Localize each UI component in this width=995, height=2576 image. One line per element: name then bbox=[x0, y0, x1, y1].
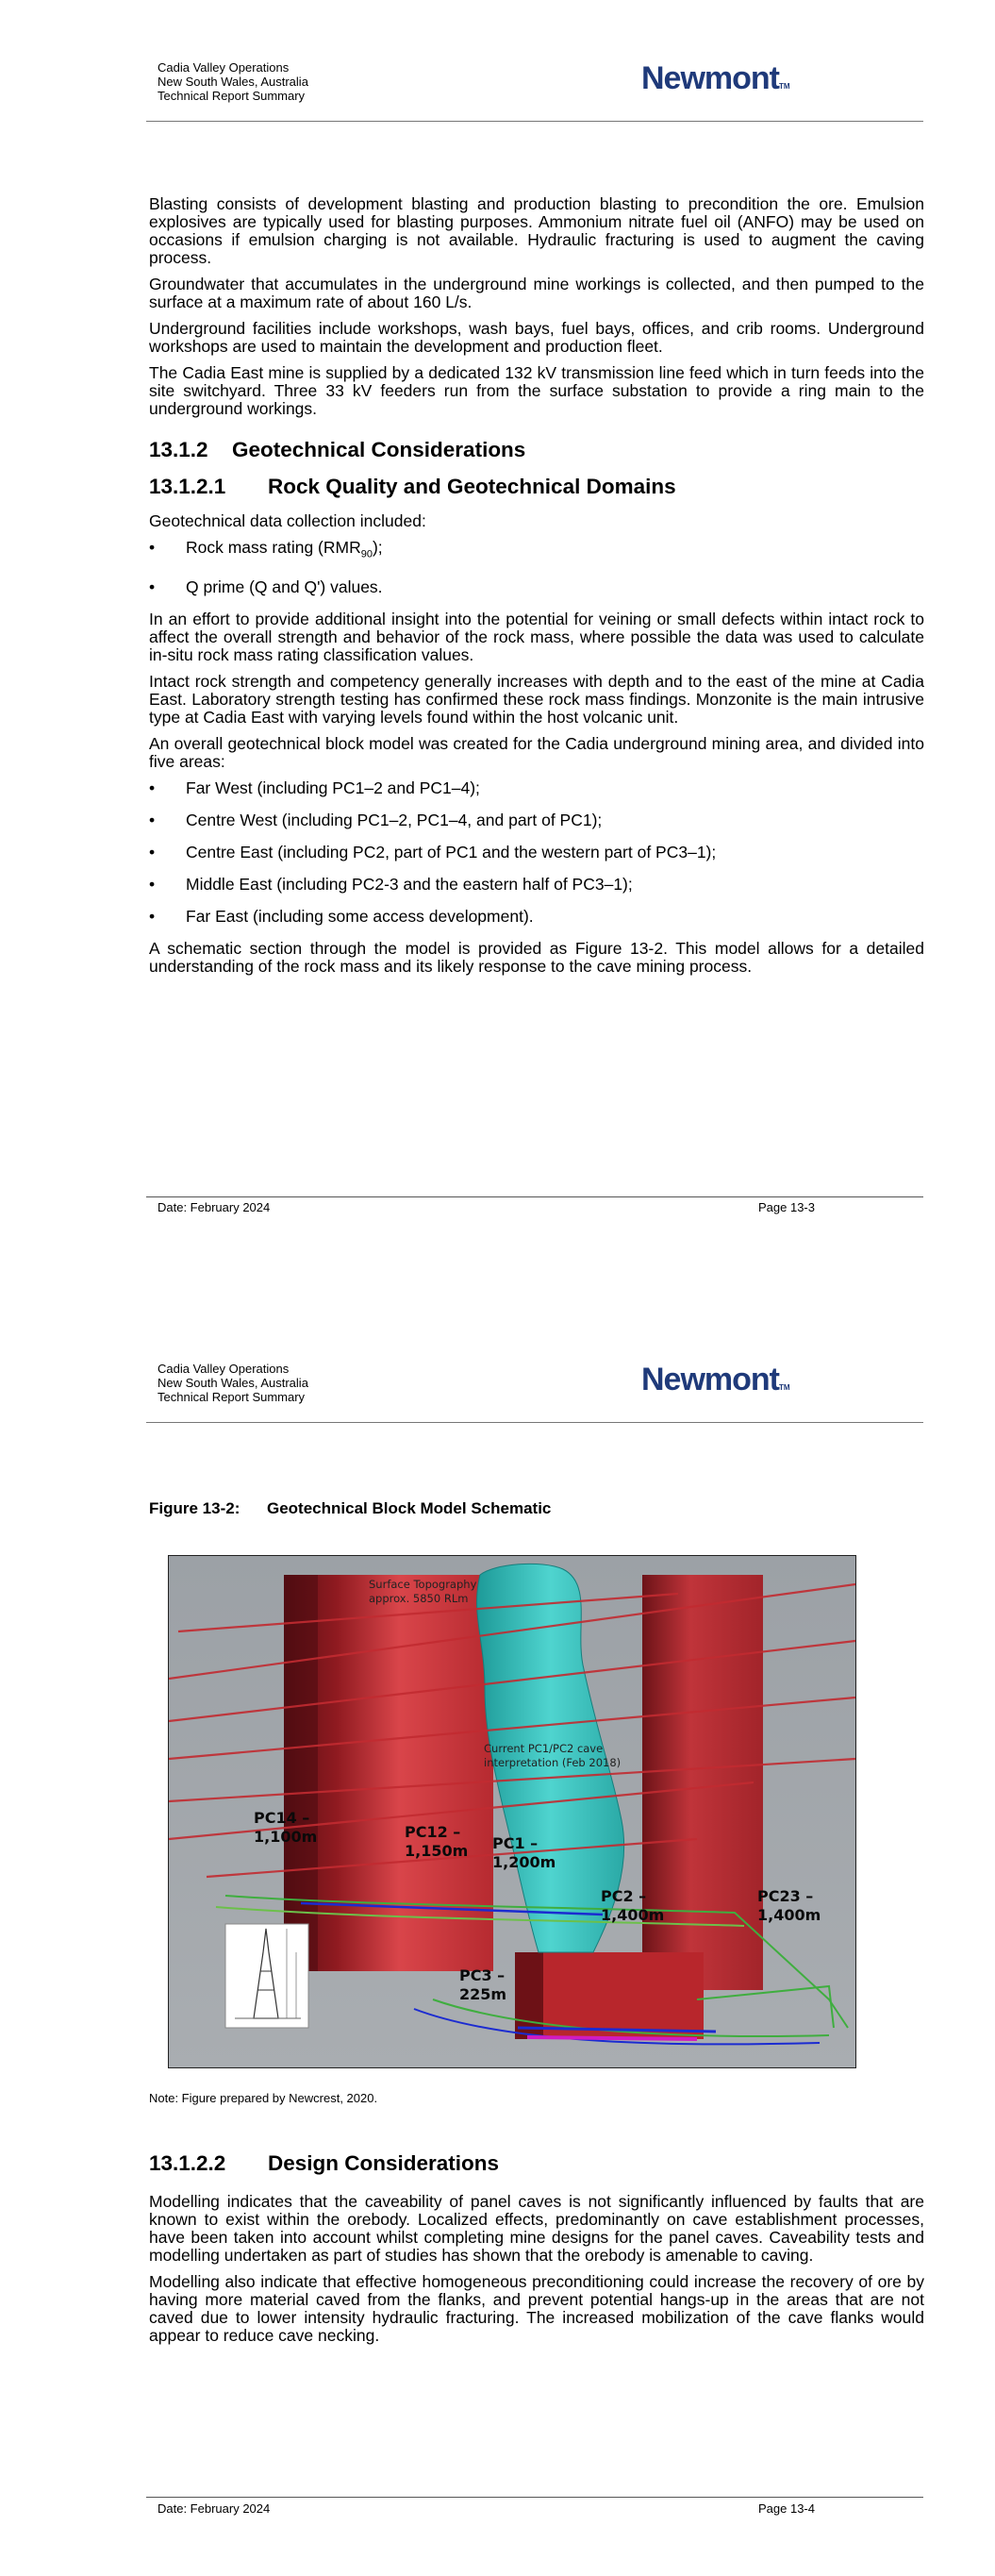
label-pc14-2: 1,100m bbox=[254, 1828, 318, 1846]
footer-date: Date: February 2024 bbox=[158, 2501, 271, 2516]
header-line-1: Cadia Valley Operations bbox=[158, 60, 290, 75]
footer-date: Date: February 2024 bbox=[158, 1200, 271, 1214]
paragraph-caveability: Modelling indicates that the caveability of panel caves is not significantly influenced by faults that are known to exist within the orebody. Localized effects, predominantly on cave establishment processes, have been taken into account whilst completing mine designs for the panel caves. Caveability tests and modelling undertaken as part of studies has shown that the orebody is amenable to caving. bbox=[149, 2192, 924, 2265]
footer-divider bbox=[146, 2497, 923, 2498]
subsection-heading bbox=[149, 2151, 924, 2175]
label-pc1-2: 1,200m bbox=[492, 1853, 556, 1871]
list-item: • Centre West (including PC1–2, PC1–4, and part of PC1); bbox=[149, 811, 924, 829]
header-line-3: Technical Report Summary bbox=[158, 89, 306, 103]
section-heading bbox=[149, 438, 924, 461]
figure-caption bbox=[149, 1499, 551, 1518]
label-pc2-1: PC2 – bbox=[601, 1887, 647, 1905]
footer-page: Page 13-3 bbox=[758, 1200, 815, 1214]
subsection-title: Design Considerations bbox=[268, 2151, 500, 2175]
header-line-3: Technical Report Summary bbox=[158, 1390, 306, 1404]
paragraph-blasting: Blasting consists of development blasting and production blasting to precondition the ore. Emulsion explosives are typically used for blasting purposes. Ammonium nitrate fuel oil (ANFO) may be used on occasions if emulsion charging is not available. Hydraulic fracturing is used to augment the caving process. bbox=[149, 194, 924, 267]
label-pc1-1: PC1 – bbox=[492, 1834, 539, 1852]
block-model-schematic bbox=[169, 1556, 855, 2067]
label-cave-1: Current PC1/PC2 cave bbox=[484, 1742, 604, 1755]
label-pc23-1: PC23 – bbox=[757, 1887, 814, 1905]
paragraph-schematic: A schematic section through the model is provided as Figure 13-2. This model allows for a detailed understanding of the rock mass and its likely response to the cave mining process. bbox=[149, 938, 924, 976]
data-intro: Geotechnical data collection included: bbox=[149, 511, 426, 530]
paragraph-strength: Intact rock strength and competency generally increases with depth and to the east of the mine at Cadia East. Laboratory strength testing has confirmed these rock mass findings. Monzonite is the main intrusive type at Cadia East with varying levels found within the host volcanic unit. bbox=[149, 671, 924, 727]
eiffel-tower-scale-inset bbox=[225, 1924, 308, 2028]
logo-text: Newmont bbox=[641, 60, 779, 96]
subsection-number: 13.1.2.2 bbox=[149, 2151, 226, 2175]
page2-body bbox=[149, 2151, 924, 2353]
paragraph-veining: In an effort to provide additional insight into the potential for veining or small defects within intact rock to affect the overall strength and behavior of the rock mass, where possible the data was used to calculate in-situ rock mass rating classification values. bbox=[149, 609, 924, 664]
paragraph-preconditioning: Modelling also indicate that effective homogeneous preconditioning could increase the recovery of ore by having more material caved from the flanks, and prevent potential hangs-up in the areas that are not caved due to lower intensity hydraulic fracturing. The increased mobilization of the cave flanks would appear to reduce cave necking. bbox=[149, 2272, 924, 2345]
newmont-logo bbox=[641, 60, 790, 97]
figure-number: Figure 13-2: bbox=[149, 1499, 240, 1517]
list-item: • Far West (including PC1–2 and PC1–4); bbox=[149, 779, 924, 797]
figure-note: Note: Figure prepared by Newcrest, 2020. bbox=[149, 2091, 378, 2105]
page1-body bbox=[149, 195, 924, 984]
subsection-title: Rock Quality and Geotechnical Domains bbox=[268, 475, 676, 498]
label-cave-2: interpretation (Feb 2018) bbox=[484, 1756, 622, 1769]
header-line-2: New South Wales, Australia bbox=[158, 75, 308, 89]
label-pc12-2: 1,150m bbox=[405, 1842, 469, 1860]
pc3-shadow bbox=[515, 1952, 543, 2039]
newmont-logo bbox=[641, 1362, 790, 1398]
header-location bbox=[158, 1362, 308, 1404]
list-item: • Q prime (Q and Q') values. bbox=[149, 578, 924, 596]
header-line-2: New South Wales, Australia bbox=[158, 1376, 308, 1390]
label-surface-2: approx. 5850 RLm bbox=[369, 1592, 469, 1605]
footer-page: Page 13-4 bbox=[758, 2501, 815, 2516]
areas-list bbox=[149, 779, 924, 926]
section-title: Geotechnical Considerations bbox=[232, 438, 526, 461]
paragraph-block-model: An overall geotechnical block model was created for the Cadia underground mining area, and divided into five areas: bbox=[149, 733, 924, 771]
list-item: • Rock mass rating $(RMR_{90})$; bbox=[149, 539, 924, 564]
header-divider bbox=[146, 1422, 923, 1423]
logo-tm: TM bbox=[779, 1383, 790, 1392]
logo-tm: TM bbox=[779, 82, 790, 91]
paragraph-facilities: Underground facilities include workshops, wash bays, fuel bays, offices, and crib rooms. Underground workshops are used to maintain the development and production fleet. bbox=[149, 319, 924, 356]
list-item: • Far East (including some access development). bbox=[149, 908, 924, 926]
paragraph-power: The Cadia East mine is supplied by a dedicated 132 kV transmission line feed which in turn feeds into the site switchyard. Three 33 kV feeders run from the surface substation to provide a ring main to the underground workings. bbox=[149, 363, 924, 418]
block-model-figure bbox=[168, 1555, 856, 2068]
list-item: • Middle East (including PC2-3 and the eastern half of PC3–1); bbox=[149, 876, 924, 894]
label-pc12-1: PC12 – bbox=[405, 1823, 461, 1841]
label-pc3-2: 225m bbox=[459, 1985, 507, 2003]
label-surface-1: Surface Topography bbox=[369, 1578, 477, 1591]
header-line-1: Cadia Valley Operations bbox=[158, 1362, 290, 1376]
label-pc23-2: 1,400m bbox=[757, 1906, 821, 1924]
label-pc2-2: 1,400m bbox=[601, 1906, 665, 1924]
label-pc14-1: PC14 – bbox=[254, 1809, 310, 1827]
subsection-number: 13.1.2.1 bbox=[149, 475, 226, 498]
subsection-heading bbox=[149, 475, 924, 498]
footer-divider bbox=[146, 1196, 923, 1197]
section-number: 13.1.2 bbox=[149, 438, 208, 461]
logo-text: Newmont bbox=[641, 1362, 779, 1397]
header-location bbox=[158, 60, 308, 103]
data-list bbox=[149, 539, 924, 596]
header-divider bbox=[146, 121, 923, 122]
figure-title: Geotechnical Block Model Schematic bbox=[267, 1499, 552, 1517]
list-item: • Centre East (including PC2, part of PC1 and the western part of PC3–1); bbox=[149, 844, 924, 861]
label-pc3-1: PC3 – bbox=[459, 1966, 506, 1984]
paragraph-groundwater: Groundwater that accumulates in the underground mine workings is collected, and then pumped to the surface at a maximum rate of about 160 L/s. bbox=[149, 275, 924, 311]
